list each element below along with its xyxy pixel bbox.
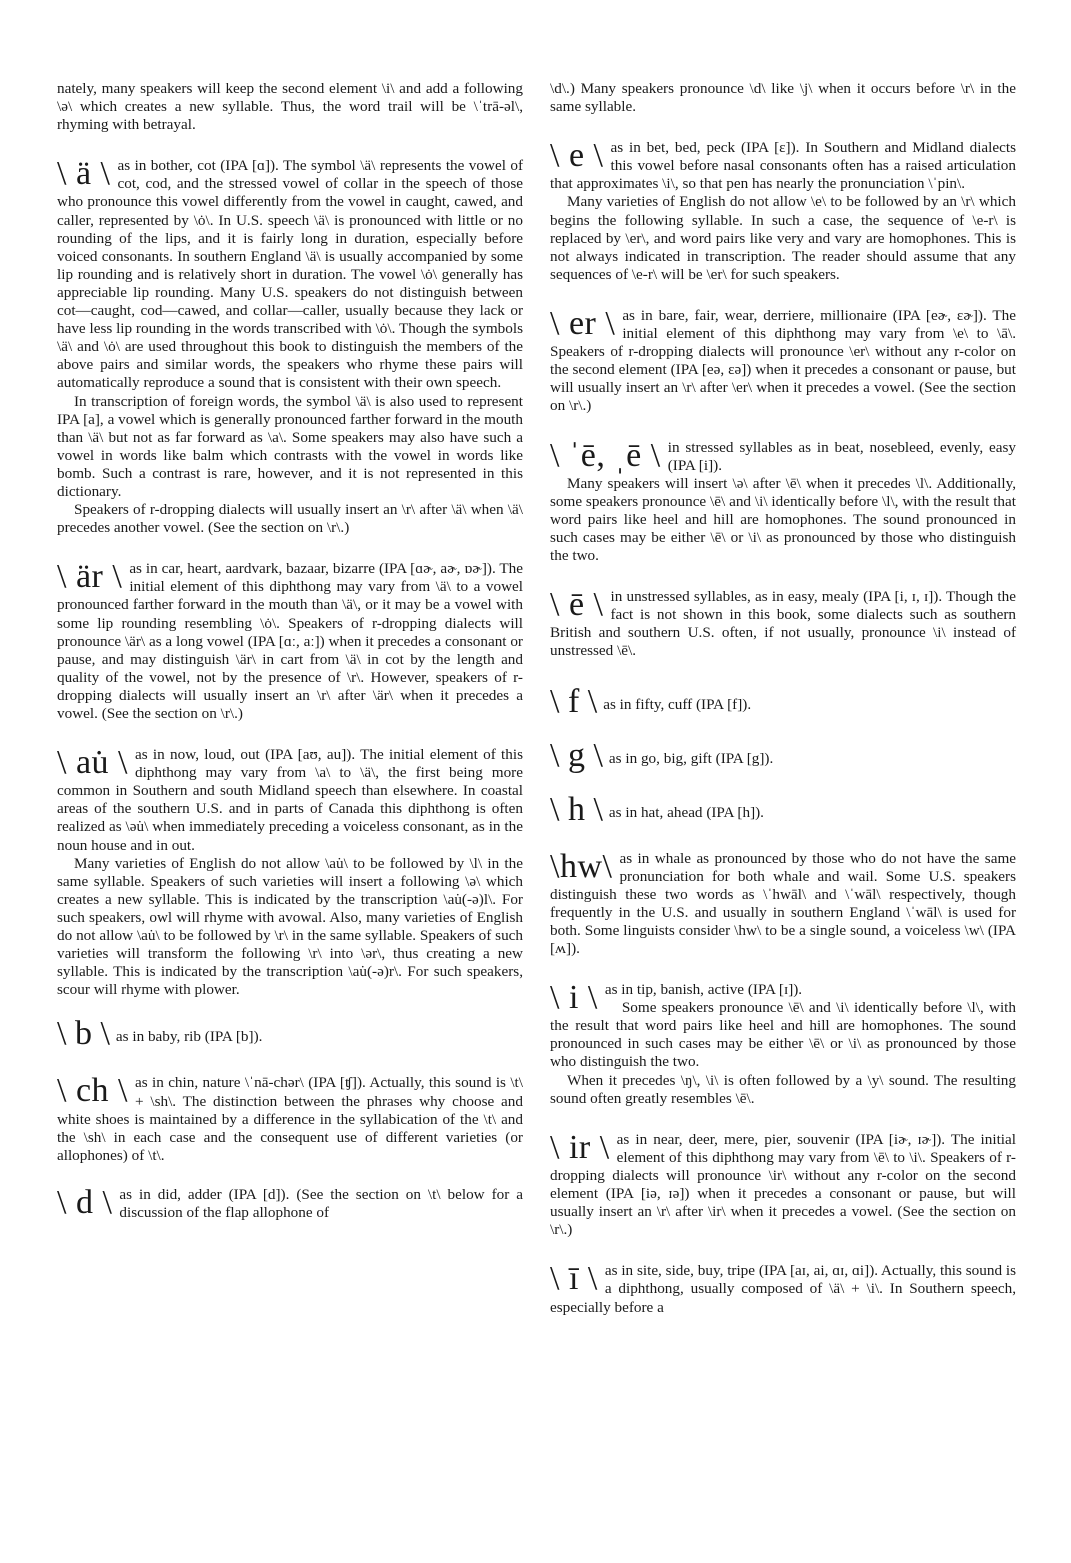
entry-symbol: \ e \	[550, 137, 604, 175]
entry-text: as in baby, rib (IPA [b]).	[115, 1028, 263, 1046]
entry-text: as in whale as pronounced by those who do not have the same pronunciation for both whale and wail. Some U.S. speakers distinguish these two words as \ˈhwāl\ and \ˈwāl\ respectively, though frequently in the U.S. and usually in southern England \ˈwāl\ is used for both. Some linguists consider \hw\ to be a single sound, a voiceless \w\ (IPA [ʍ]).	[550, 849, 1016, 957]
entry-ir	[550, 1128, 1016, 1240]
entry-e-macron-unstressed	[550, 588, 1016, 660]
entry-symbol: \ au̇ \	[57, 744, 128, 782]
entry-symbol: \ i \	[550, 979, 598, 1017]
entry-symbol: \ d \	[57, 1183, 113, 1221]
entry-symbol: \ ir \	[550, 1128, 610, 1166]
entry-text: as in hat, ahead (IPA [h]).	[608, 803, 764, 821]
entry-symbol: \ b \	[57, 1015, 110, 1053]
entry-text: as in tip, banish, active (IPA [ɪ]).	[604, 981, 803, 999]
entry-text: as in car, heart, aardvark, bazaar, bizarre (IPA [ɑɚ, aɚ, ɒɚ]). The initial element of this diphthong may vary from \ä\ to a vowel pronounced farther forward in the mouth than \ä\, or it may be a vowel with some lip rounding resembling \ȯ\. Speakers of r-dropping dialects will pronounce \är\ as a long vowel (IPA [ɑː, aː]) when it precedes a consonant or pause, and may distinguish \är\ in cart from \ä\ in cot by the length and quality of the vowel, not by the presence of \r\. However, speakers of r-dropping dialects will usually insert an \r\ after \är\ when it precedes a vowel. (See the section on \r\.)	[57, 560, 523, 722]
entry-symbol: \ ch \	[57, 1072, 128, 1110]
entry-au	[57, 746, 523, 999]
entry-symbol: \hw\	[550, 847, 613, 885]
entry-g	[550, 737, 1016, 775]
entry-text: as in now, loud, out (IPA [aʊ, au]). The initial element of this diphthong may vary from \a\ to \ä\, the first being more common in Southern and south Midland speech than elsewhere. In coastal areas of the southern U.S. and in parts of Canada this diphthong is often realized as \əu̇\ when immediately preceding a voiceless consonant, as in the noun house and in out.	[57, 746, 523, 854]
entry-text: as in near, deer, mere, pier, souvenir (IPA [iɚ, ɪɚ]). The initial element of this diphthong may vary from \ē\ to \i\. Speakers of r-dropping dialects will pronounce \ir\ without any r-color on the second element (IPA [iə, ɪə]) when it precedes a consonant or pause, but will usually insert an \r\ after \ir\ when it precedes a vowel. (See the section on \r\.)	[550, 1130, 1016, 1239]
entry-h	[550, 791, 1016, 829]
entry-text: Many speakers will insert \ə\ after \ē\ when it precedes \l\. Additionally, some speakers pronounce \ē\ and \i\ identically before \l\, with the result that word pairs like heel and hill are homophones. The sound pronounced in such cases may be either \ē\ or \i\ as pronounced by those who distinguish the two.	[550, 474, 1016, 565]
entry-text: as in bet, bed, peck (IPA [ɛ]). In Southern and Midland dialects this vowel before nasal consonants often has a raised articulation that approximates \i\, so that pen has nearly the pronunciation \ˈpin\.	[550, 139, 1016, 193]
entry-hw	[550, 847, 1016, 959]
entry-text: Speakers of r-dropping dialects will usually insert an \r\ after \ä\ when \ä\ precedes another vowel. (See the section on \r\.)	[57, 501, 523, 537]
entry-e	[550, 139, 1016, 284]
entry-text: as in bare, fair, wear, derriere, millionaire (IPA [eɚ, ɛɚ]). The initial element of this diphthong may vary from \e\ to \ā\. Speakers of r-dropping dialects will pronounce \er\ without any r-color on the second element (IPA [eə, ɛə]) when it precedes a consonant or pause, but will usually insert an \r\ after \er\ when it precedes a vowel. (See the section on \r\.)	[550, 306, 1016, 415]
entry-ch	[57, 1074, 523, 1164]
entry-text: Many varieties of English do not allow \au̇\ to be followed by \l\ in the same syllable. Speakers of such varieties will insert a following \ə\ which creates a new syllable. This is indicated by the transcription \au̇(-ə)l\. For such speakers, owl will rhyme with avowal. Also, many varieties of English do not allow \au̇\ to be followed by \r\ in the same syllable. Speakers of such varieties will transform the following \r\ into \ər\, thus creating a new syllable. This is indicated by the transcription \au̇(-ə)r\. For such speakers, scour will rhyme with plower.	[57, 854, 523, 999]
entry-text: as in site, side, buy, tripe (IPA [aɪ, ai, ɑɪ, ɑi]). Actually, this sound is a diphthong, usually composed of \ä\ + \i\. In Southern speech, especially before a	[550, 1262, 1016, 1316]
intro-paragraph: nately, many speakers will keep the second element \i\ and add a following \ə\ which creates a new syllable. Thus, the word trail will be \ˈtrā-əl\, rhyming with betrayal.	[57, 80, 523, 134]
entry-ar	[57, 560, 523, 723]
entry-text: as in did, adder (IPA [d]). (See the section on \t\ below for a discussion of the flap allophone of	[119, 1185, 523, 1221]
entry-text: Many varieties of English do not allow \e\ to be followed by an \r\ which begins the following syllable. In such a case, the sequence of \e-r\ is replaced by \er\, and word pairs like very and vary are homophones. This is not always indicated in transcription. The reader should assume that any sequences of \e-r\ will be \er\ for such speakers.	[550, 193, 1016, 283]
entry-text: as in fifty, cuff (IPA [f]).	[603, 695, 752, 713]
entry-text: as in go, big, gift (IPA [g]).	[608, 749, 774, 767]
entry-symbol: \ er \	[550, 304, 616, 342]
entry-i	[550, 981, 1016, 1108]
entry-e-macron-stressed	[550, 436, 1016, 566]
entry-symbol: \ ī \	[550, 1260, 598, 1298]
entry-symbol: \ h \	[550, 790, 603, 828]
entry-f	[550, 683, 1016, 721]
right-column	[550, 80, 1016, 1317]
left-column	[57, 80, 523, 1222]
entry-symbol: \ är \	[57, 558, 123, 596]
continued-paragraph: \d\.) Many speakers pronounce \d\ like \j\ when it occurs before \r\ in the same syllable.	[550, 80, 1016, 116]
entry-text: as in bother, cot (IPA [ɑ]). The symbol \ä\ represents the vowel of cot, cod, and the stressed vowel of collar in the speech of those who pronounce this vowel differently from the vowel in caught, cawed, and caller, represented by \ȯ\. In U.S. speech \ä\ is pronounced with little or no rounding of the lips, and it is fairly long in duration, especially before voiced consonants. In southern England \ä\ is usually accompanied by some lip rounding and is relatively short in duration. The vowel \ȯ\ generally has appreciable lip rounding. Many U.S. speakers do not distinguish between cot—caught, cod—cawed, and collar—caller, usually because they lack or have less lip rounding in the words transcribed with \ȯ\. Though the symbols \ä\ and \ȯ\ are used throughout this book to distinguish the members of the above pairs and similar words, the speakers who rhyme these pairs will automatically reproduce a sound that is consistent with their own speech.	[57, 157, 523, 392]
entry-text: In transcription of foreign words, the symbol \ä\ is also used to represent IPA [a], a vowel which is generally pronounced farther forward in the mouth than \ä\ but not as far forward as \a\. Some speakers may also have such a vowel in words like balm which contrasts with the vowel in words like bomb. Such a contrast is rare, however, and it is not represented in this dictionary.	[57, 392, 523, 500]
entry-i-macron	[550, 1262, 1016, 1316]
entry-d	[57, 1183, 523, 1222]
entry-er	[550, 304, 1016, 416]
entry-a-umlaut	[57, 157, 523, 537]
entry-symbol: \ ä \	[57, 155, 111, 193]
entry-symbol: \ ˈē, ˌē \	[550, 436, 661, 474]
entry-symbol: \ g \	[550, 736, 603, 774]
entry-text: as in chin, nature \ˈnā-chər\ (IPA [ʧ]). Actually, this sound is \t\ + \sh\. The distinction between the phrases why choose and white shoes is maintained by a difference in the syllabication of the \t\ and the \sh\ in each case and the consequent use of different varieties (or allophones) of \t\.	[57, 1074, 523, 1164]
entry-text: in unstressed syllables, as in easy, mealy (IPA [i, ɪ, ɪ]). Though the fact is not shown in this book, some dialects such as southern British and southern U.S. often, if not usually, pronounce \i\ instead of unstressed \ē\.	[550, 588, 1016, 660]
entry-symbol: \ f \	[550, 682, 598, 720]
entry-text: Some speakers pronounce \ē\ and \i\ identically before \l\, with the result that word pairs like heel and hill are homophones. The sound pronounced in such cases may be either \ē\ or \i\ as pronounced by those who distinguish the two.	[550, 999, 1016, 1071]
entry-b	[57, 1015, 523, 1053]
entry-symbol: \ ē \	[550, 586, 604, 624]
entry-text: in stressed syllables as in beat, nosebleed, evenly, easy (IPA [i]).	[667, 438, 1016, 474]
entry-text: When it precedes \ŋ\, \i\ is often followed by a \y\ sound. The resulting sound often greatly resembles \ē\.	[550, 1071, 1016, 1107]
